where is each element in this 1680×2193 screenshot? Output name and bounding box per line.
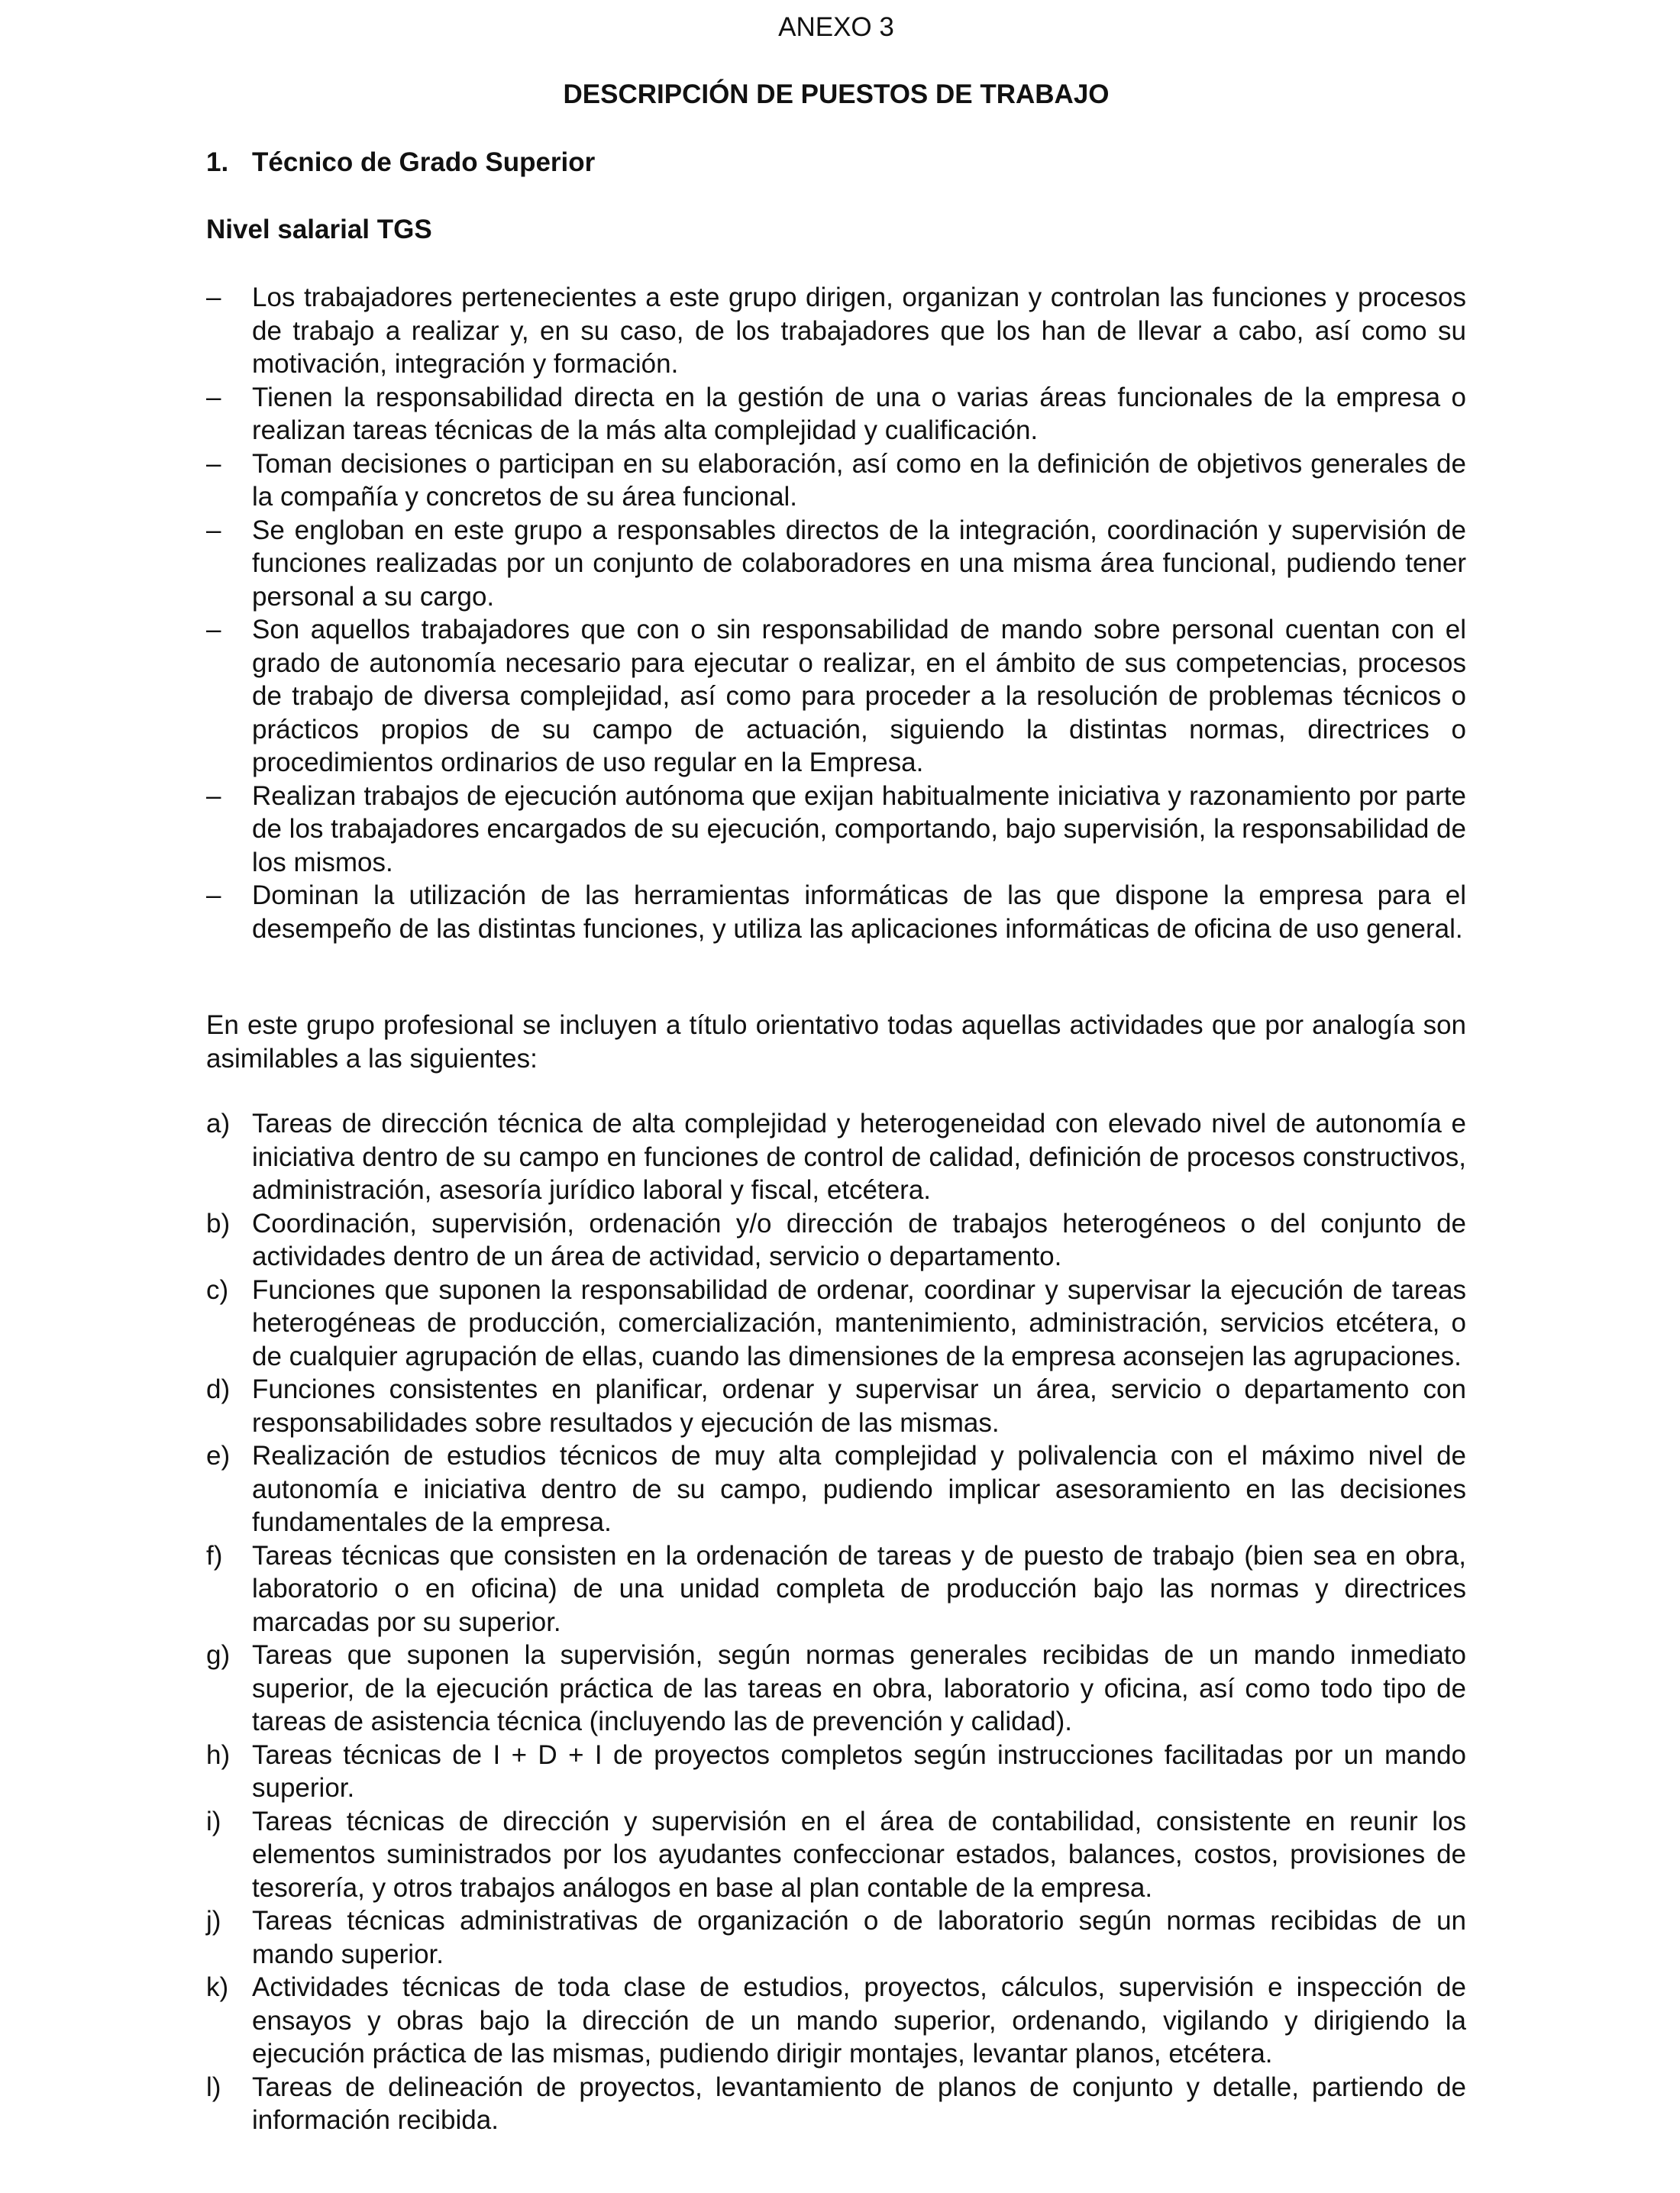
list-item-text: Tareas técnicas de dirección y supervisión en el área de contabilidad, consistente en reunir los elementos suministrados por los ayudantes confeccionar estados, balances, costos, provisiones de tesorería, y otros trabajos análogos en base al plan contable de la empresa. [252, 1806, 1466, 1903]
intro-paragraph [206, 1009, 1466, 1075]
document-title: DESCRIPCIÓN DE PUESTOS DE TRABAJO [563, 79, 1110, 109]
list-item-text: Dominan la utilización de las herramientas informáticas de las que dispone la empresa para el desempeño de las distintas funciones, y utiliza las aplicaciones informáticas de oficina de uso general. [252, 880, 1466, 944]
activity-item [206, 1373, 1466, 1439]
function-item [206, 447, 1466, 514]
section-heading [206, 146, 595, 179]
function-item [206, 780, 1466, 880]
list-item-text: Coordinación, supervisión, ordenación y/o dirección de trabajos heterogéneos o del conjunto de actividades dentro de un área de actividad, servicio o departamento. [252, 1208, 1466, 1271]
list-marker: h) [206, 1739, 231, 1770]
list-marker: – [206, 880, 221, 910]
intro-text: En este grupo profesional se incluyen a título orientativo todas aquellas actividades que por analogía son asimilables a las siguientes: [206, 1010, 1466, 1074]
list-marker: j) [206, 1906, 221, 1936]
list-item-text: Realizan trabajos de ejecución autónoma que exijan habitualmente iniciativa y razonamiento por parte de los trabajadores encargados de su ejecución, comportando, bajo supervisión, la responsabilidad de los mismos. [252, 780, 1466, 877]
list-marker: – [206, 515, 221, 545]
list-item-text: Se engloban en este grupo a responsables directos de la integración, coordinación y supervisión de funciones realizadas por un conjunto de colaboradores en una misma área funcional, pudiendo tener personal a su cargo. [252, 515, 1466, 612]
function-item [206, 381, 1466, 447]
list-marker: a) [206, 1109, 231, 1138]
activity-item [206, 1439, 1466, 1539]
list-marker: d) [206, 1374, 231, 1404]
functions-list [206, 281, 1466, 945]
section-number: 1. [206, 147, 229, 177]
activity-item [206, 1639, 1466, 1739]
activity-item [206, 1971, 1466, 2071]
list-marker: b) [206, 1208, 231, 1239]
list-item-text: Realización de estudios técnicos de muy alta complejidad y polivalencia con el máximo nivel de autonomía e iniciativa dentro de su campo, pudiendo implicar asesoramiento en las decisiones fundamentales de la empresa. [252, 1441, 1466, 1537]
list-item-text: Tareas técnicas de I + D + I de proyectos completos según instrucciones facilitadas por un mando superior. [252, 1739, 1466, 1803]
list-marker: l) [206, 2072, 221, 2102]
list-item-text: Tienen la responsabilidad directa en la gestión de una o varias áreas funcionales de la empresa o realizan tareas técnicas de la más alta complejidad y cualificación. [252, 382, 1466, 445]
list-marker: g) [206, 1640, 231, 1670]
list-item-text: Funciones consistentes en planificar, ordenar y supervisar un área, servicio o departamento con responsabilidades sobre resultados y ejecución de las mismas. [252, 1374, 1466, 1438]
activity-item [206, 2071, 1466, 2137]
list-item-text: Toman decisiones o participan en su elaboración, así como en la definición de objetivos generales de la compañía y concretos de su área funcional. [252, 448, 1466, 512]
activity-item [206, 1739, 1466, 1805]
activity-item [206, 1904, 1466, 1971]
function-item [206, 281, 1466, 381]
list-item-text: Tareas que suponen la supervisión, según normas generales recibidas de un mando inmediato superior, de la ejecución práctica de las tareas en obra, laboratorio y oficina, así como todo tipo de tareas de asistencia técnica (incluyendo las de prevención y calidad). [252, 1640, 1466, 1736]
list-marker: k) [206, 1972, 229, 2002]
list-item-text: Tareas técnicas administrativas de organización o de laboratorio según normas recibidas de un mando superior. [252, 1906, 1466, 1969]
list-marker: – [206, 615, 221, 644]
section-title: Técnico de Grado Superior [252, 147, 596, 177]
activities-list [206, 1107, 1466, 2137]
document-page [206, 0, 1466, 2193]
list-item-text: Actividades técnicas de toda clase de estudios, proyectos, cálculos, supervisión e inspección de ensayos y obras bajo la dirección de un mando superior, ordenando, vigilando y dirigiendo la ejecución práctica de las mismas, pudiendo dirigir montajes, levantar planos, etcétera. [252, 1972, 1466, 2069]
activity-item [206, 1107, 1466, 1207]
list-marker: f) [206, 1540, 223, 1571]
function-item [206, 514, 1466, 614]
list-marker: – [206, 283, 221, 312]
activity-item [206, 1805, 1466, 1905]
list-marker: – [206, 448, 221, 479]
list-marker: e) [206, 1441, 231, 1471]
activity-item [206, 1207, 1466, 1274]
activity-item [206, 1274, 1466, 1374]
list-item-text: Tareas de delineación de proyectos, levantamiento de planos de conjunto y detalle, partiendo de información recibida. [252, 2072, 1466, 2135]
function-item [206, 879, 1466, 945]
list-marker: c) [206, 1274, 229, 1305]
activity-item [206, 1539, 1466, 1639]
list-marker: – [206, 382, 221, 412]
salary-level: Nivel salarial TGS [206, 215, 432, 244]
list-item-text: Son aquellos trabajadores que con o sin responsabilidad de mando sobre personal cuentan con el grado de autonomía necesario para ejecutar o realizar, en el ámbito de sus competencias, procesos de trabajo de diversa complejidad, así como para proceder a la resolución de problemas técnicos o prácticos propios de su campo de actuación, siguiendo la distintas normas, directrices o procedimientos ordinarios de uso regular en la Empresa. [252, 615, 1466, 777]
list-marker: i) [206, 1806, 221, 1836]
list-marker: – [206, 780, 221, 811]
list-item-text: Tareas de dirección técnica de alta complejidad y heterogeneidad con elevado nivel de autonomía e iniciativa dentro de su campo en funciones de control de calidad, definición de procesos constructivos, administración, asesoría jurídico laboral y fiscal, etcétera. [252, 1109, 1466, 1205]
list-item-text: Los trabajadores pertenecientes a este grupo dirigen, organizan y controlan las funciones y procesos de trabajo a realizar y, en su caso, de los trabajadores que los han de llevar a cabo, así como su motivación, integración y formación. [252, 283, 1466, 379]
list-item-text: Tareas técnicas que consisten en la ordenación de tareas y de puesto de trabajo (bien sea en obra, laboratorio o en oficina) de una unidad completa de producción bajo las normas y directrices marcadas por su superior. [252, 1540, 1466, 1637]
annex-label: ANEXO 3 [778, 12, 894, 42]
function-item [206, 613, 1466, 780]
list-item-text: Funciones que suponen la responsabilidad de ordenar, coordinar y supervisar la ejecución de tareas heterogéneas de producción, comercialización, mantenimiento, administración, servicios etcétera, o de cualquier agrupación de ellas, cuando las dimensiones de la empresa aconsejen las agrupaciones. [252, 1274, 1466, 1371]
